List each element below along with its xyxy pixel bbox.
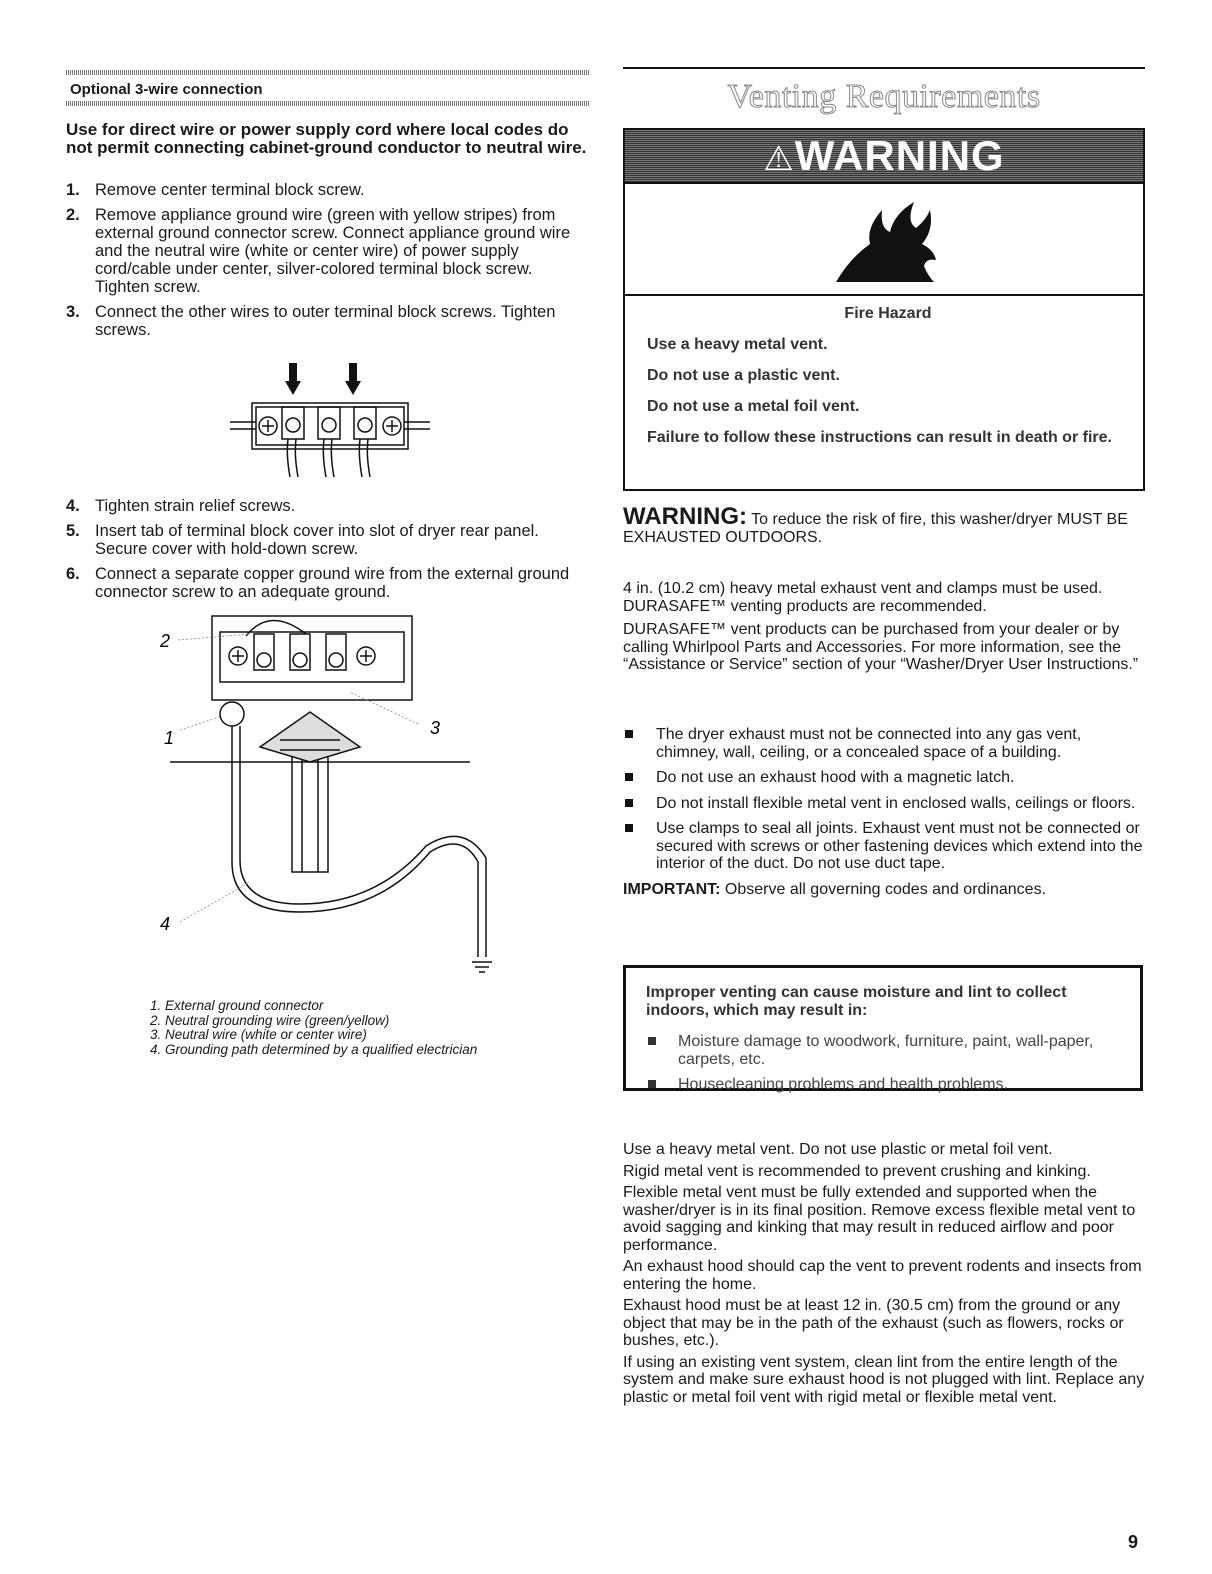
warning-box	[623, 128, 1145, 491]
steps-list-a	[66, 181, 586, 346]
warning-label: WARNING	[794, 132, 1005, 179]
step-item: 6. Connect a separate copper ground wire from the external ground connector screw to an adequate ground.	[66, 565, 570, 601]
step-item: 3. Connect the other wires to outer terminal block screws. Tighten screws.	[66, 303, 556, 339]
page-number: 9	[1128, 1532, 1139, 1552]
warning-lead: WARNING:	[623, 503, 747, 530]
paragraph: Flexible metal vent must be fully extended and supported when the washer/dryer is in its final position. Remove excess flexible metal vent to avoid sagging and kinking that may result in reduced airflow and poor performance.	[623, 1184, 1136, 1254]
bullet-list	[623, 726, 1143, 898]
paragraph: DURASAFE™ vent products can be purchased from your dealer or by calling Whirlpool Parts and Accessories. For more information, see the “Assistance or Service” section of your “Washer/Dryer User Instructions.”	[623, 621, 1139, 673]
caption-line: 2. Neutral grounding wire (green/yellow)	[150, 1012, 390, 1028]
flame-icon	[830, 198, 940, 284]
hazard-text	[625, 296, 1143, 447]
list-item: Do not use an exhaust hood with a magnetic latch.	[623, 769, 1143, 787]
steps-list-b	[66, 497, 586, 608]
improper-venting-box	[623, 965, 1143, 1091]
section-title: Optional 3-wire connection	[70, 81, 263, 98]
callout-1: 1	[164, 728, 175, 748]
hazard-title: Fire Hazard	[844, 305, 932, 322]
important-text: Observe all governing codes and ordinances.	[724, 880, 1047, 898]
callout-2: 2	[160, 631, 171, 651]
warning-statement	[623, 503, 1143, 546]
hazard-line: Do not use a plastic vent.	[647, 367, 840, 384]
step-item: 1. Remove center terminal block screw.	[66, 181, 365, 199]
caption-line: 4. Grounding path determined by a qualified electrician	[150, 1041, 478, 1057]
warning-text: To reduce the risk of fire, this washer/dryer MUST BE EXHAUSTED OUTDOORS.	[623, 511, 1128, 546]
page-title: Venting Requirements	[727, 78, 1041, 115]
box-title: Improper venting can cause moisture and lint to collect indoors, which may result in:	[646, 984, 1067, 1019]
paragraph: An exhaust hood should cap the vent to prevent rodents and insects from entering the home.	[623, 1258, 1142, 1293]
callout-4: 4	[160, 914, 171, 934]
warning-triangle-icon: ⚠	[763, 140, 795, 178]
callout-3: 3	[430, 718, 441, 738]
flame-area	[625, 182, 1143, 296]
step-item: 5. Insert tab of terminal block cover into slot of dryer rear panel. Secure cover with hold-down screw.	[66, 522, 539, 558]
grounding-diagram	[150, 612, 510, 992]
paragraph: 4 in. (10.2 cm) heavy metal exhaust vent and clamps must be used. DURASAFE™ venting products are recommended.	[623, 580, 1103, 615]
paragraph-block-1	[623, 580, 1143, 674]
terminal-block-illustration	[230, 355, 430, 485]
important-lead: IMPORTANT:	[623, 880, 721, 898]
hazard-line: Use a heavy metal vent.	[647, 336, 828, 353]
warning-banner	[625, 130, 1143, 182]
step-item: 2. Remove appliance ground wire (green with yellow stripes) from external ground connector screw. Connect appliance ground wire and the neutral wire (white or center wire) of power supply cord/cable under center, silver-colored terminal block screw. Tighten screw.	[66, 206, 571, 296]
hazard-line: Failure to follow these instructions can result in death or fire.	[647, 429, 1112, 446]
list-item: Use clamps to seal all joints. Exhaust vent must not be connected or secured with screws or other fastening devices which extend into the interior of the duct. Do not use duct tape.	[623, 820, 1143, 873]
list-item: Moisture damage to woodwork, furniture, paint, wall-paper, carpets, etc.	[646, 1033, 1124, 1068]
top-rule-left	[66, 70, 590, 75]
paragraph: If using an existing vent system, clean lint from the entire length of the system and make sure exhaust hood is not plugged with lint. Replace any plastic or metal foil vent with rigid metal or flexible metal vent.	[623, 1353, 1145, 1406]
list-item: Do not install flexible metal vent in enclosed walls, ceilings or floors.	[623, 795, 1143, 813]
paragraph: Rigid metal vent is recommended to prevent crushing and kinking.	[623, 1162, 1091, 1180]
figure-captions	[150, 999, 570, 1057]
caption-line: 3. Neutral wire (white or center wire)	[150, 1027, 367, 1042]
step-item: 4. Tighten strain relief screws.	[66, 497, 296, 515]
top-rule-right	[623, 67, 1145, 69]
list-item: Housecleaning problems and health problems.	[646, 1076, 1124, 1094]
paragraph: Exhaust hood must be at least 12 in. (30.5 cm) from the ground or any object that may be in the path of the exhaust (such as flowers, rocks or bushes, etc.).	[623, 1297, 1124, 1349]
hazard-line: Do not use a metal foil vent.	[647, 398, 860, 415]
paragraph-block-2	[623, 1141, 1145, 1406]
caption-line: 1. External ground connector	[150, 998, 324, 1013]
important-note	[623, 881, 1143, 899]
intro-text: Use for direct wire or power supply cord where local codes do not permit connecting cabinet-ground conductor to neutral wire.	[66, 120, 587, 157]
section-rule	[66, 101, 590, 106]
list-item: The dryer exhaust must not be connected into any gas vent, chimney, wall, ceiling, or a concealed space of a building.	[623, 726, 1143, 761]
paragraph: Use a heavy metal vent. Do not use plastic or metal foil vent.	[623, 1141, 1053, 1158]
